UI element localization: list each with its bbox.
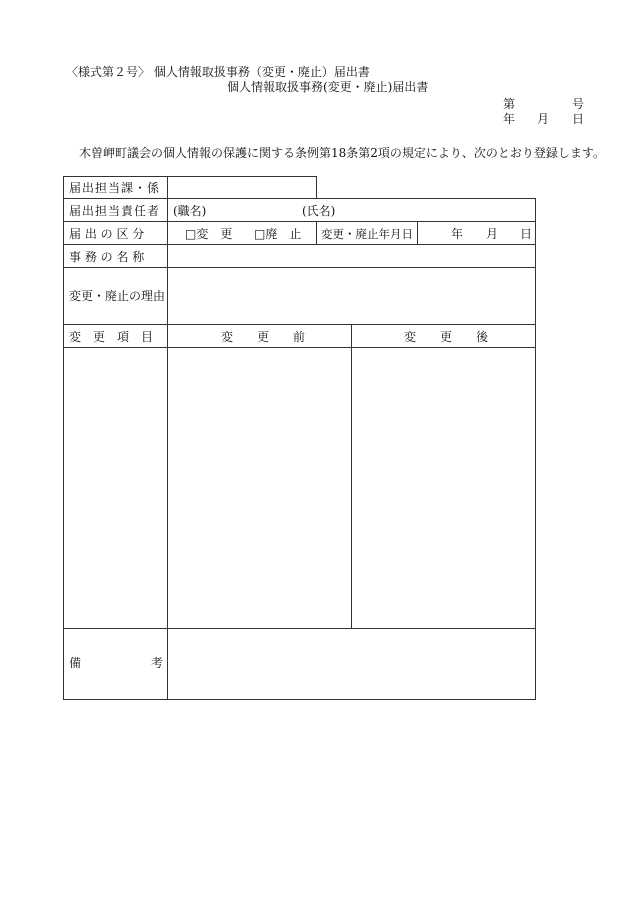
document-title: 個人情報取扱事務(変更・廃止)届出書 (227, 80, 429, 94)
dept-field[interactable] (168, 177, 315, 198)
dept-label: 届出担当課・係 (69, 181, 161, 195)
category-label: 届 出 の 区 分 (69, 227, 145, 241)
after-field[interactable] (352, 348, 535, 628)
change-date-day: 日 (520, 227, 533, 241)
items-header: 変 更 項 目 (69, 330, 154, 344)
office-name-label: 事 務 の 名 称 (69, 250, 145, 264)
intro-text: 木曽岬町議会の個人情報の保護に関する条例第18条第2項の規定により、次のとおり登録します。 (79, 146, 605, 160)
header-date-day: 日 (572, 112, 585, 126)
reason-label: 変更・廃止の理由 (69, 289, 166, 303)
form-line (63, 221, 536, 222)
form-line (63, 699, 536, 700)
header-date-year: 年 (503, 112, 516, 126)
form-line (63, 324, 536, 325)
change-date-month: 月 (486, 227, 499, 241)
office-name-field[interactable] (168, 245, 535, 267)
manager-position-label: (職名) (173, 204, 207, 218)
remarks-field[interactable] (168, 629, 535, 699)
manager-label: 届出担当責任者 (69, 204, 161, 218)
form-line (316, 176, 317, 199)
before-header: 変 更 前 (221, 330, 306, 344)
remarks-label-left: 備 (69, 656, 82, 670)
form-line (417, 221, 418, 245)
change-checkbox[interactable]: □変 更 (185, 227, 233, 241)
abolish-checkbox[interactable]: □廃 止 (254, 227, 302, 241)
reason-field[interactable] (168, 268, 535, 324)
form-line (535, 198, 536, 700)
change-date-year: 年 (451, 227, 464, 241)
before-field[interactable] (168, 348, 351, 628)
form-number: 〈様式第２号〉 個人情報取扱事務（変更・廃止）届出書 (66, 65, 370, 79)
manager-field[interactable] (168, 199, 535, 221)
manager-name-label: (氏名) (302, 204, 336, 218)
items-field[interactable] (64, 348, 167, 628)
change-date-label: 変更・廃止年月日 (321, 227, 413, 241)
header-date-month: 月 (537, 112, 550, 126)
number-suffix: 号 (572, 97, 585, 111)
form-line (316, 221, 317, 245)
remarks-label-right: 考 (151, 656, 164, 670)
number-prefix: 第 (503, 97, 516, 111)
after-header: 変 更 後 (404, 330, 489, 344)
